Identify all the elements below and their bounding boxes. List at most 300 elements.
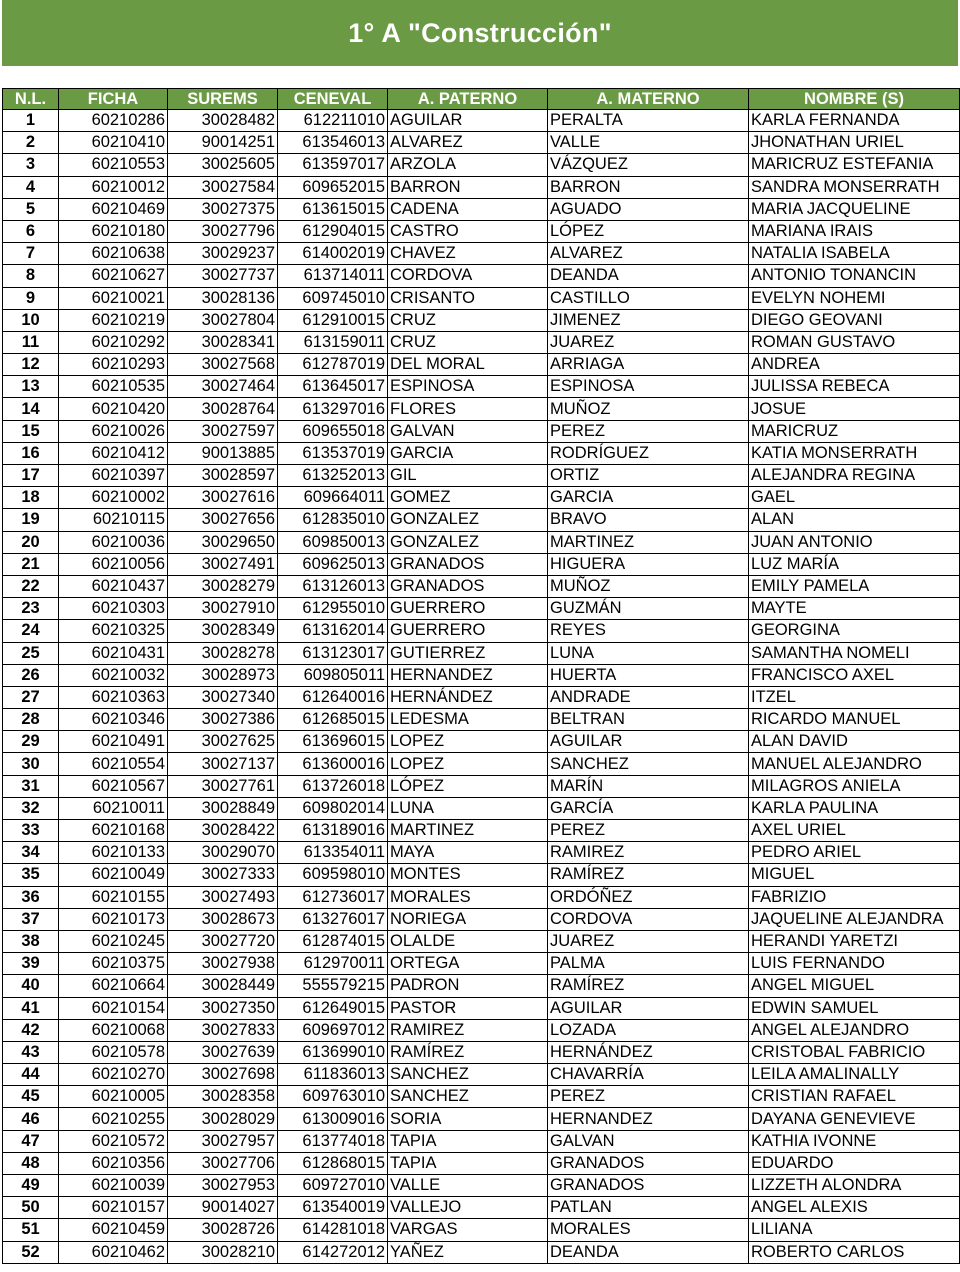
cell-paterno: ORTEGA	[388, 953, 548, 975]
cell-nl: 41	[3, 997, 59, 1019]
cell-paterno: BARRON	[388, 176, 548, 198]
cell-materno: MUÑOZ	[548, 398, 749, 420]
cell-ceneval: 609727010	[278, 1175, 388, 1197]
cell-paterno: OLALDE	[388, 930, 548, 952]
cell-ficha: 60210036	[59, 531, 168, 553]
cell-materno: GRANADOS	[548, 1152, 749, 1174]
cell-ficha: 60210115	[59, 509, 168, 531]
cell-paterno: YAÑEZ	[388, 1241, 548, 1263]
cell-nombre: JULISSA REBECA	[749, 376, 960, 398]
cell-nombre: ANDREA	[749, 354, 960, 376]
cell-nl: 16	[3, 442, 59, 464]
cell-surems: 30028210	[168, 1241, 278, 1263]
cell-ceneval: 614002019	[278, 243, 388, 265]
table-row	[3, 132, 960, 154]
cell-nl: 4	[3, 176, 59, 198]
cell-nombre: LIZZETH ALONDRA	[749, 1175, 960, 1197]
cell-surems: 30027698	[168, 1064, 278, 1086]
table-row	[3, 1219, 960, 1241]
cell-materno: LÓPEZ	[548, 220, 749, 242]
cell-paterno: GALVAN	[388, 420, 548, 442]
cell-surems: 30029237	[168, 243, 278, 265]
cell-paterno: PASTOR	[388, 997, 548, 1019]
cell-ficha: 60210133	[59, 842, 168, 864]
table-row	[3, 620, 960, 642]
cell-nl: 2	[3, 132, 59, 154]
cell-nl: 43	[3, 1041, 59, 1063]
cell-ceneval: 609805011	[278, 664, 388, 686]
cell-nl: 9	[3, 287, 59, 309]
table-row	[3, 553, 960, 575]
cell-nl: 24	[3, 620, 59, 642]
cell-surems: 30027796	[168, 220, 278, 242]
cell-nl: 15	[3, 420, 59, 442]
cell-nombre: MARICRUZ ESTEFANIA	[749, 154, 960, 176]
cell-surems: 30028136	[168, 287, 278, 309]
cell-surems: 30027761	[168, 775, 278, 797]
table-row	[3, 287, 960, 309]
cell-ficha: 60210002	[59, 487, 168, 509]
cell-surems: 30027656	[168, 509, 278, 531]
cell-paterno: LUNA	[388, 797, 548, 819]
cell-nombre: ANTONIO TONANCIN	[749, 265, 960, 287]
cell-nl: 36	[3, 886, 59, 908]
cell-surems: 30027375	[168, 198, 278, 220]
cell-paterno: NORIEGA	[388, 908, 548, 930]
cell-ceneval: 555579215	[278, 975, 388, 997]
cell-materno: AGUILAR	[548, 731, 749, 753]
cell-ceneval: 613615015	[278, 198, 388, 220]
cell-nombre: KATIA MONSERRATH	[749, 442, 960, 464]
cell-ficha: 60210462	[59, 1241, 168, 1263]
cell-nombre: MILAGROS ANIELA	[749, 775, 960, 797]
cell-nombre: KARLA FERNANDA	[749, 110, 960, 132]
cell-surems: 30028726	[168, 1219, 278, 1241]
table-row	[3, 886, 960, 908]
cell-materno: PALMA	[548, 953, 749, 975]
cell-materno: PERALTA	[548, 110, 749, 132]
cell-surems: 30027706	[168, 1152, 278, 1174]
cell-materno: RODRÍGUEZ	[548, 442, 749, 464]
cell-nombre: ALAN DAVID	[749, 731, 960, 753]
table-row	[3, 775, 960, 797]
cell-ficha: 60210245	[59, 930, 168, 952]
cell-surems: 30028973	[168, 664, 278, 686]
table-row	[3, 664, 960, 686]
cell-paterno: CHAVEZ	[388, 243, 548, 265]
cell-surems: 30028029	[168, 1108, 278, 1130]
cell-nl: 31	[3, 775, 59, 797]
cell-nombre: CRISTOBAL FABRICIO	[749, 1041, 960, 1063]
cell-materno: RAMÍREZ	[548, 975, 749, 997]
cell-nombre: MIGUEL	[749, 864, 960, 886]
cell-ceneval: 609802014	[278, 797, 388, 819]
cell-nl: 14	[3, 398, 59, 420]
column-header-paterno: A. PATERNO	[388, 89, 548, 110]
cell-ceneval: 612874015	[278, 930, 388, 952]
cell-nl: 12	[3, 354, 59, 376]
cell-paterno: HERNANDEZ	[388, 664, 548, 686]
cell-surems: 30028482	[168, 110, 278, 132]
cell-nl: 20	[3, 531, 59, 553]
cell-surems: 30027953	[168, 1175, 278, 1197]
cell-ceneval: 613726018	[278, 775, 388, 797]
cell-ficha: 60210420	[59, 398, 168, 420]
cell-nombre: NATALIA ISABELA	[749, 243, 960, 265]
cell-surems: 30027804	[168, 309, 278, 331]
cell-surems: 30029070	[168, 842, 278, 864]
cell-surems: 30027737	[168, 265, 278, 287]
cell-ficha: 60210437	[59, 575, 168, 597]
cell-nl: 25	[3, 642, 59, 664]
cell-materno: REYES	[548, 620, 749, 642]
cell-ficha: 60210011	[59, 797, 168, 819]
cell-ficha: 60210325	[59, 620, 168, 642]
cell-surems: 30028341	[168, 331, 278, 353]
cell-nombre: MARIANA IRAIS	[749, 220, 960, 242]
cell-nombre: MARIA JACQUELINE	[749, 198, 960, 220]
column-header-ceneval: CENEVAL	[278, 89, 388, 110]
cell-materno: ESPINOSA	[548, 376, 749, 398]
cell-surems: 30027639	[168, 1041, 278, 1063]
cell-ceneval: 614281018	[278, 1219, 388, 1241]
cell-nl: 46	[3, 1108, 59, 1130]
cell-nl: 30	[3, 753, 59, 775]
student-roster-table	[2, 88, 960, 1264]
cell-nl: 17	[3, 465, 59, 487]
cell-ceneval: 612835010	[278, 509, 388, 531]
cell-ficha: 60210664	[59, 975, 168, 997]
table-row	[3, 531, 960, 553]
cell-materno: LUNA	[548, 642, 749, 664]
cell-nombre: JOSUE	[749, 398, 960, 420]
cell-surems: 30027597	[168, 420, 278, 442]
cell-ceneval: 612955010	[278, 598, 388, 620]
table-row	[3, 598, 960, 620]
cell-paterno: GUERRERO	[388, 598, 548, 620]
cell-paterno: GRANADOS	[388, 575, 548, 597]
cell-materno: MARTINEZ	[548, 531, 749, 553]
cell-ficha: 60210219	[59, 309, 168, 331]
cell-materno: BELTRAN	[548, 709, 749, 731]
cell-paterno: ARZOLA	[388, 154, 548, 176]
cell-paterno: CASTRO	[388, 220, 548, 242]
cell-surems: 30027910	[168, 598, 278, 620]
cell-materno: PEREZ	[548, 420, 749, 442]
cell-ceneval: 612640016	[278, 686, 388, 708]
page-title: 1° A "Construcción"	[2, 0, 958, 66]
table-row	[3, 354, 960, 376]
cell-surems: 30028673	[168, 908, 278, 930]
cell-materno: HERNANDEZ	[548, 1108, 749, 1130]
cell-surems: 30028279	[168, 575, 278, 597]
table-row	[3, 1086, 960, 1108]
cell-surems: 30029650	[168, 531, 278, 553]
cell-nombre: LILIANA	[749, 1219, 960, 1241]
table-row	[3, 509, 960, 531]
cell-materno: BARRON	[548, 176, 749, 198]
cell-surems: 30027493	[168, 886, 278, 908]
cell-ceneval: 613276017	[278, 908, 388, 930]
cell-ceneval: 609625013	[278, 553, 388, 575]
cell-paterno: LEDESMA	[388, 709, 548, 731]
table-row	[3, 376, 960, 398]
cell-ficha: 60210005	[59, 1086, 168, 1108]
cell-nl: 40	[3, 975, 59, 997]
cell-materno: CORDOVA	[548, 908, 749, 930]
table-row	[3, 642, 960, 664]
table-row	[3, 198, 960, 220]
cell-nombre: ALEJANDRA REGINA	[749, 465, 960, 487]
cell-nl: 38	[3, 930, 59, 952]
cell-paterno: VALLEJO	[388, 1197, 548, 1219]
cell-paterno: AGUILAR	[388, 110, 548, 132]
column-header-nombre: NOMBRE (S)	[749, 89, 960, 110]
cell-ceneval: 609652015	[278, 176, 388, 198]
cell-nombre: JUAN ANTONIO	[749, 531, 960, 553]
cell-nl: 50	[3, 1197, 59, 1219]
cell-nl: 28	[3, 709, 59, 731]
cell-ceneval: 612904015	[278, 220, 388, 242]
cell-ceneval: 613189016	[278, 820, 388, 842]
cell-paterno: CRUZ	[388, 309, 548, 331]
cell-materno: ALVAREZ	[548, 243, 749, 265]
cell-nl: 51	[3, 1219, 59, 1241]
cell-ceneval: 609664011	[278, 487, 388, 509]
cell-surems: 30027333	[168, 864, 278, 886]
cell-nombre: ANGEL MIGUEL	[749, 975, 960, 997]
cell-ficha: 60210491	[59, 731, 168, 753]
cell-ficha: 60210157	[59, 1197, 168, 1219]
cell-paterno: SANCHEZ	[388, 1064, 548, 1086]
cell-ceneval: 613600016	[278, 753, 388, 775]
table-row	[3, 487, 960, 509]
cell-ceneval: 613126013	[278, 575, 388, 597]
cell-ficha: 60210270	[59, 1064, 168, 1086]
cell-materno: DEANDA	[548, 1241, 749, 1263]
cell-nl: 1	[3, 110, 59, 132]
cell-paterno: CORDOVA	[388, 265, 548, 287]
cell-ceneval: 612910015	[278, 309, 388, 331]
cell-paterno: DEL MORAL	[388, 354, 548, 376]
table-row	[3, 1175, 960, 1197]
cell-ficha: 60210567	[59, 775, 168, 797]
cell-ficha: 60210412	[59, 442, 168, 464]
table-row	[3, 797, 960, 819]
table-row	[3, 220, 960, 242]
cell-ficha: 60210293	[59, 354, 168, 376]
cell-ceneval: 613297016	[278, 398, 388, 420]
cell-materno: BRAVO	[548, 509, 749, 531]
cell-materno: HERNÁNDEZ	[548, 1041, 749, 1063]
cell-paterno: LÓPEZ	[388, 775, 548, 797]
cell-surems: 30028449	[168, 975, 278, 997]
cell-materno: JUAREZ	[548, 331, 749, 353]
cell-ficha: 60210039	[59, 1175, 168, 1197]
cell-nl: 52	[3, 1241, 59, 1263]
cell-nl: 34	[3, 842, 59, 864]
cell-paterno: MAYA	[388, 842, 548, 864]
cell-nombre: EDUARDO	[749, 1152, 960, 1174]
cell-materno: HIGUERA	[548, 553, 749, 575]
cell-materno: CASTILLO	[548, 287, 749, 309]
cell-surems: 30027464	[168, 376, 278, 398]
roster-body	[3, 110, 960, 1264]
table-row	[3, 154, 960, 176]
cell-ficha: 60210286	[59, 110, 168, 132]
cell-paterno: SORIA	[388, 1108, 548, 1130]
cell-surems: 30027137	[168, 753, 278, 775]
cell-surems: 30027340	[168, 686, 278, 708]
cell-paterno: TAPIA	[388, 1152, 548, 1174]
cell-paterno: GONZALEZ	[388, 509, 548, 531]
cell-surems: 30027568	[168, 354, 278, 376]
cell-surems: 30027350	[168, 997, 278, 1019]
cell-ficha: 60210068	[59, 1019, 168, 1041]
cell-ficha: 60210553	[59, 154, 168, 176]
cell-nl: 3	[3, 154, 59, 176]
cell-surems: 30027720	[168, 930, 278, 952]
cell-materno: GARCÍA	[548, 797, 749, 819]
cell-ficha: 60210292	[59, 331, 168, 353]
cell-nl: 42	[3, 1019, 59, 1041]
table-row	[3, 1152, 960, 1174]
cell-ficha: 60210375	[59, 953, 168, 975]
cell-paterno: GUERRERO	[388, 620, 548, 642]
cell-ceneval: 613699010	[278, 1041, 388, 1063]
cell-paterno: SANCHEZ	[388, 1086, 548, 1108]
cell-nl: 23	[3, 598, 59, 620]
cell-nl: 33	[3, 820, 59, 842]
cell-nombre: MARICRUZ	[749, 420, 960, 442]
table-row	[3, 1130, 960, 1152]
cell-nombre: PEDRO ARIEL	[749, 842, 960, 864]
cell-nombre: ROMAN GUSTAVO	[749, 331, 960, 353]
cell-surems: 30028422	[168, 820, 278, 842]
cell-ficha: 60210255	[59, 1108, 168, 1130]
cell-nombre: ROBERTO CARLOS	[749, 1241, 960, 1263]
cell-ficha: 60210431	[59, 642, 168, 664]
cell-ceneval: 613123017	[278, 642, 388, 664]
cell-materno: VALLE	[548, 132, 749, 154]
cell-ceneval: 609763010	[278, 1086, 388, 1108]
cell-nombre: MANUEL ALEJANDRO	[749, 753, 960, 775]
cell-ficha: 60210572	[59, 1130, 168, 1152]
table-row	[3, 709, 960, 731]
cell-paterno: MORALES	[388, 886, 548, 908]
cell-paterno: GONZALEZ	[388, 531, 548, 553]
cell-nl: 10	[3, 309, 59, 331]
table-row	[3, 1197, 960, 1219]
cell-materno: AGUADO	[548, 198, 749, 220]
cell-ficha: 60210397	[59, 465, 168, 487]
column-header-ficha: FICHA	[59, 89, 168, 110]
cell-ficha: 60210346	[59, 709, 168, 731]
cell-paterno: LOPEZ	[388, 753, 548, 775]
cell-ceneval: 612211010	[278, 110, 388, 132]
cell-ceneval: 609598010	[278, 864, 388, 886]
column-header-surems: SUREMS	[168, 89, 278, 110]
cell-ficha: 60210363	[59, 686, 168, 708]
cell-nl: 37	[3, 908, 59, 930]
table-row	[3, 908, 960, 930]
cell-ceneval: 612736017	[278, 886, 388, 908]
cell-paterno: VALLE	[388, 1175, 548, 1197]
cell-ceneval: 613009016	[278, 1108, 388, 1130]
cell-nl: 22	[3, 575, 59, 597]
cell-nl: 45	[3, 1086, 59, 1108]
cell-surems: 30027491	[168, 553, 278, 575]
cell-ceneval: 613540019	[278, 1197, 388, 1219]
cell-nombre: DAYANA GENEVIEVE	[749, 1108, 960, 1130]
cell-nombre: LUIS FERNANDO	[749, 953, 960, 975]
table-row	[3, 820, 960, 842]
cell-ceneval: 613774018	[278, 1130, 388, 1152]
cell-materno: GRANADOS	[548, 1175, 749, 1197]
cell-nl: 13	[3, 376, 59, 398]
table-row	[3, 686, 960, 708]
cell-paterno: CRUZ	[388, 331, 548, 353]
cell-ceneval: 611836013	[278, 1064, 388, 1086]
cell-nl: 6	[3, 220, 59, 242]
cell-surems: 30027957	[168, 1130, 278, 1152]
cell-ceneval: 613537019	[278, 442, 388, 464]
cell-nombre: JHONATHAN URIEL	[749, 132, 960, 154]
cell-ceneval: 612970011	[278, 953, 388, 975]
cell-nombre: ALAN	[749, 509, 960, 531]
cell-surems: 30027584	[168, 176, 278, 198]
cell-nombre: SAMANTHA NOMELI	[749, 642, 960, 664]
cell-nl: 49	[3, 1175, 59, 1197]
cell-surems: 30027616	[168, 487, 278, 509]
cell-nl: 21	[3, 553, 59, 575]
cell-ceneval: 613597017	[278, 154, 388, 176]
cell-materno: ANDRADE	[548, 686, 749, 708]
cell-ceneval: 614272012	[278, 1241, 388, 1263]
table-row	[3, 331, 960, 353]
cell-materno: MARÍN	[548, 775, 749, 797]
cell-nl: 8	[3, 265, 59, 287]
cell-paterno: MARTINEZ	[388, 820, 548, 842]
cell-surems: 30027938	[168, 953, 278, 975]
cell-ficha: 60210154	[59, 997, 168, 1019]
cell-ficha: 60210155	[59, 886, 168, 908]
cell-materno: GARCIA	[548, 487, 749, 509]
cell-nl: 26	[3, 664, 59, 686]
cell-nombre: ANGEL ALEJANDRO	[749, 1019, 960, 1041]
cell-ficha: 60210056	[59, 553, 168, 575]
cell-nombre: LUZ MARÍA	[749, 553, 960, 575]
cell-nombre: DIEGO GEOVANI	[749, 309, 960, 331]
cell-nombre: HERANDI YARETZI	[749, 930, 960, 952]
cell-materno: SANCHEZ	[548, 753, 749, 775]
cell-paterno: TAPIA	[388, 1130, 548, 1152]
cell-paterno: VARGAS	[388, 1219, 548, 1241]
cell-materno: GALVAN	[548, 1130, 749, 1152]
table-row	[3, 930, 960, 952]
cell-surems: 30027386	[168, 709, 278, 731]
table-row	[3, 420, 960, 442]
cell-nombre: KATHIA IVONNE	[749, 1130, 960, 1152]
cell-ceneval: 612787019	[278, 354, 388, 376]
cell-nl: 29	[3, 731, 59, 753]
cell-ceneval: 612868015	[278, 1152, 388, 1174]
cell-nombre: AXEL URIEL	[749, 820, 960, 842]
table-row	[3, 265, 960, 287]
cell-ficha: 60210168	[59, 820, 168, 842]
cell-ficha: 60210026	[59, 420, 168, 442]
cell-materno: ARRIAGA	[548, 354, 749, 376]
